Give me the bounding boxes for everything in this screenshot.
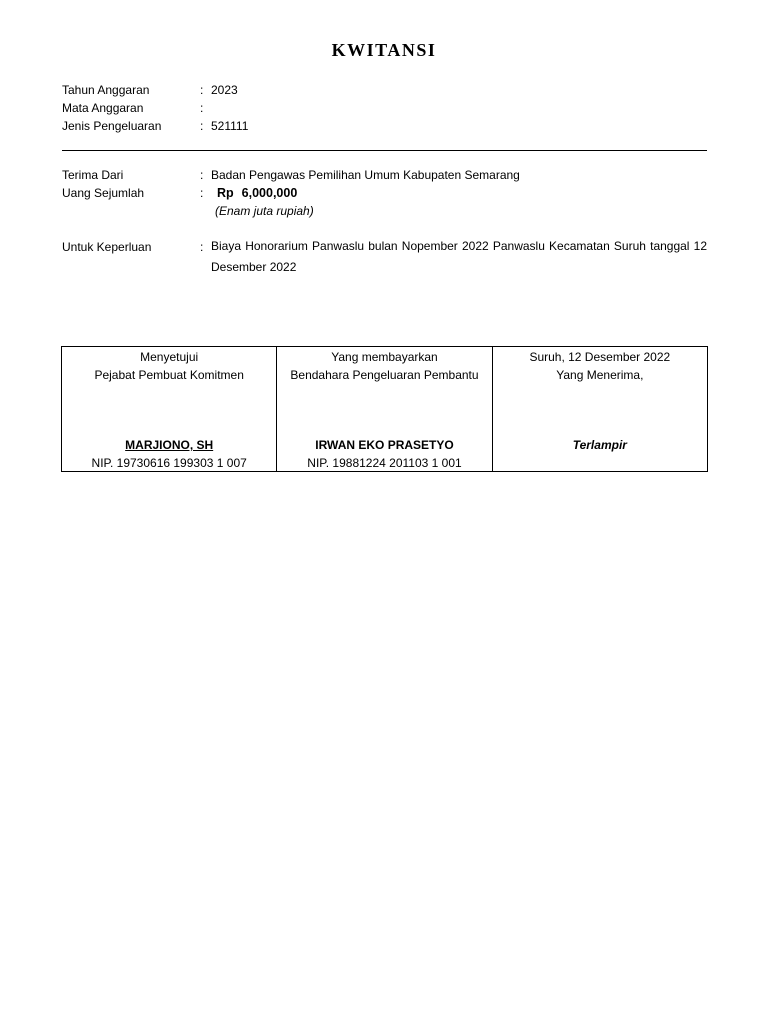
signature-role: Yang membayarkan (331, 350, 438, 364)
field-value: 521111 (211, 119, 249, 133)
signatory-nip: NIP. 19730616 199303 1 007 (91, 456, 247, 470)
signature-role: Menyetujui (140, 350, 199, 364)
currency-symbol: Rp (217, 186, 234, 200)
amount-number: 6,000,000 (241, 186, 298, 200)
signature-cell-receiver (492, 347, 707, 472)
signature-cell-payer (277, 347, 492, 472)
field-value: Badan Pengawas Pemilihan Umum Kabupaten Semarang (211, 168, 520, 182)
field-label: Jenis Pengeluaran (62, 119, 162, 133)
signature-date: Suruh, 12 Desember 2022 (529, 350, 671, 364)
field-colon: : (200, 186, 204, 200)
field-tahun-anggaran (62, 81, 707, 99)
field-label: Mata Anggaran (62, 101, 144, 115)
signatory-name: Terlampir (572, 438, 627, 452)
divider (62, 150, 707, 151)
signature-position: Pejabat Pembuat Komitmen (94, 368, 244, 382)
field-label: Uang Sejumlah (62, 186, 145, 200)
cell-header (493, 348, 707, 384)
amount-in-words: (Enam juta rupiah) (215, 204, 314, 218)
field-colon: : (200, 101, 204, 115)
signature-role: Yang Menerima, (556, 368, 644, 382)
cell-footer (277, 436, 491, 472)
field-value: 2023 (211, 83, 238, 97)
document-title: KWITANSI (331, 40, 437, 60)
cell-header (62, 348, 276, 384)
signatory-name: MARJIONO, SH (125, 438, 214, 452)
signature-cell-approver (62, 347, 277, 472)
field-colon: : (200, 119, 204, 133)
field-terima-dari (62, 166, 707, 184)
field-colon: : (200, 168, 204, 182)
signatory-name: IRWAN EKO PRASETYO (315, 438, 454, 452)
purpose-text: Biaya Honorarium Panwaslu bulan Nopember 2022 Panwaslu Kecamatan Suruh tanggal 12 Desember 2022 (211, 239, 707, 274)
cell-footer (62, 436, 276, 472)
field-label: Tahun Anggaran (62, 83, 150, 97)
signature-position: Bendahara Pengeluaran Pembantu (290, 368, 479, 382)
field-colon: : (200, 83, 204, 97)
field-label: Untuk Keperluan (62, 240, 152, 254)
field-jenis-pengeluaran (62, 117, 707, 135)
field-uang-sejumlah (62, 184, 707, 202)
field-mata-anggaran (62, 99, 707, 117)
signature-table (61, 346, 708, 472)
cell-header (277, 348, 491, 384)
cell-footer (493, 436, 707, 454)
field-label: Terima Dari (62, 168, 124, 182)
signatory-nip: NIP. 19881224 201103 1 001 (307, 456, 462, 470)
amount-value (217, 184, 297, 202)
signature-row (62, 347, 708, 472)
field-colon: : (200, 240, 204, 254)
